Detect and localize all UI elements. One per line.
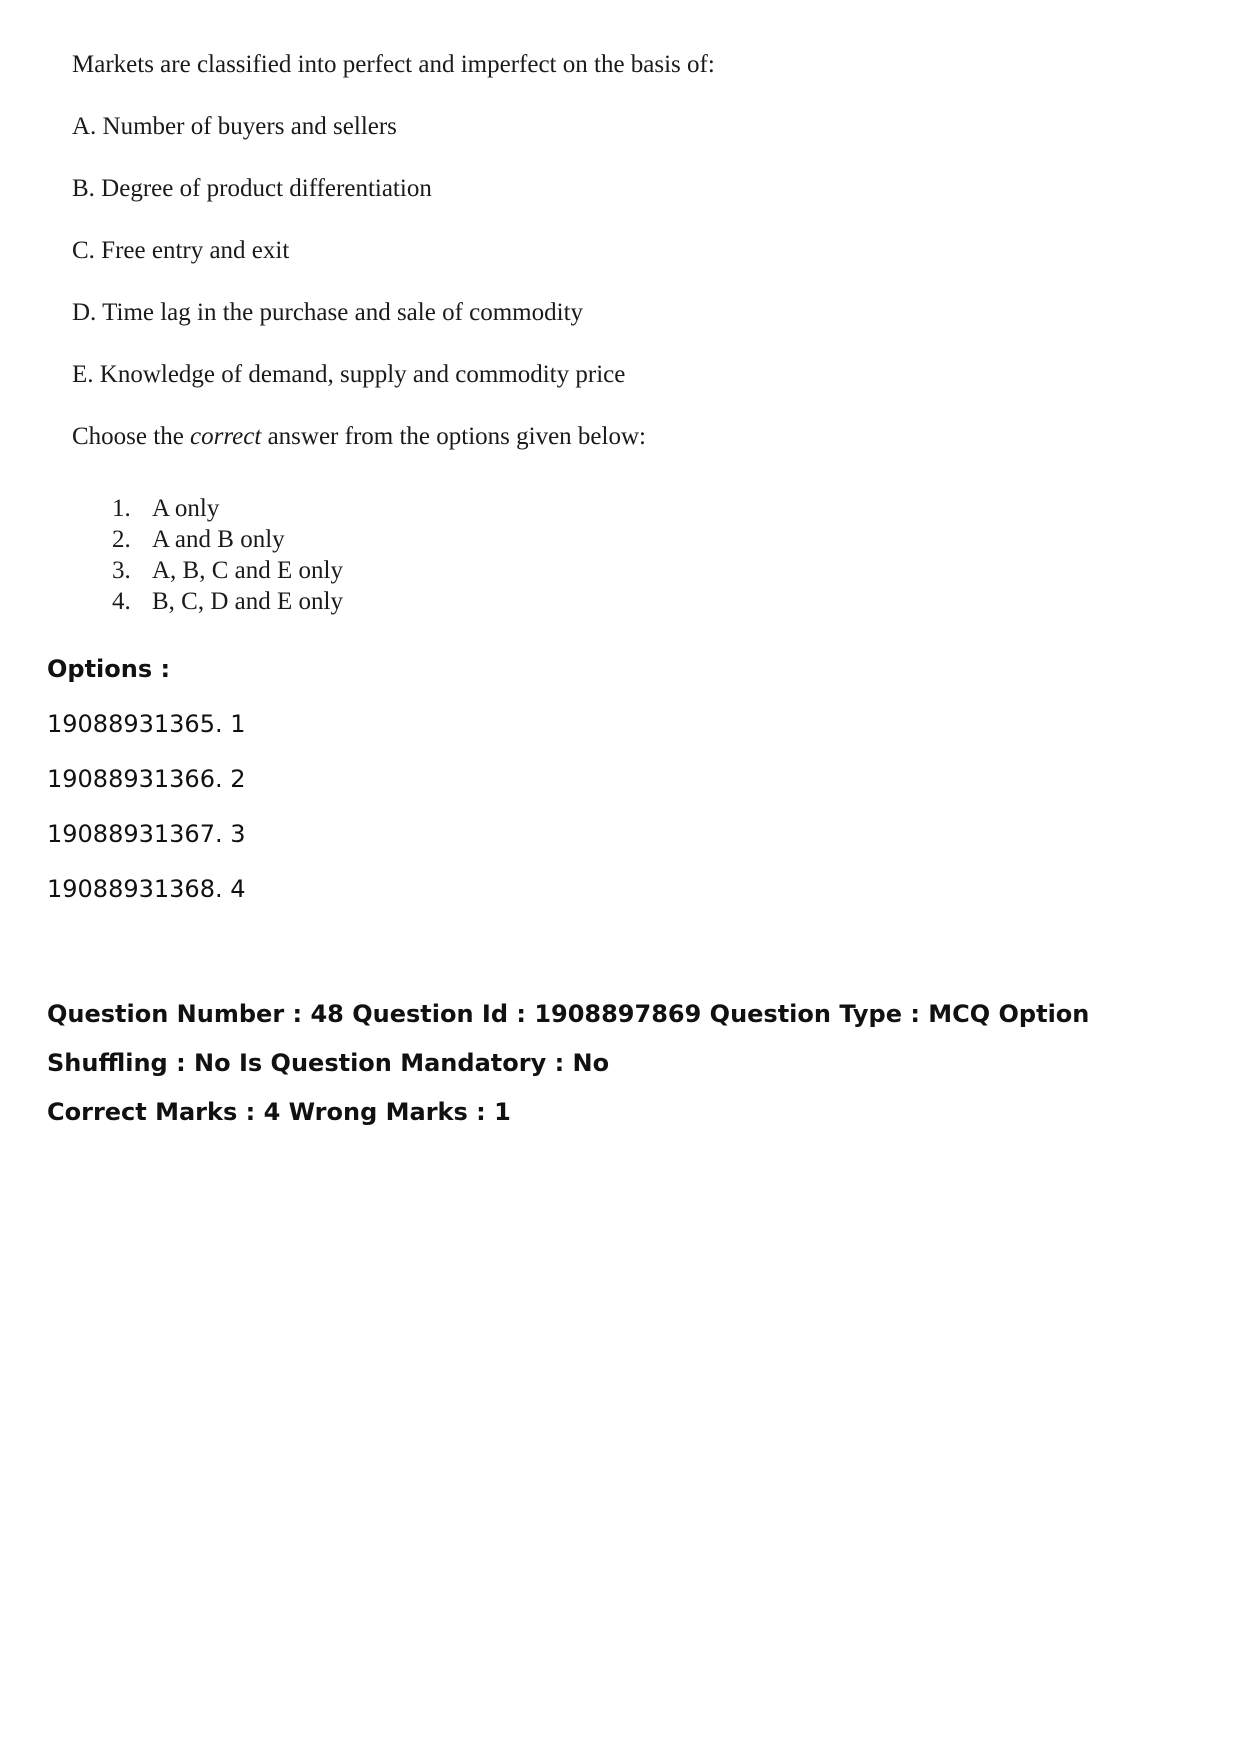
choose-text-after: answer from the options given below: [261, 423, 646, 450]
statement-e: E. Knowledge of demand, supply and commodity price [72, 361, 626, 388]
option-item-1: 19088931365. 1 [47, 710, 246, 738]
option-item-3: 19088931367. 3 [47, 820, 246, 848]
answer-item [112, 493, 343, 524]
answer-list [112, 493, 343, 617]
statement-c: C. Free entry and exit [72, 237, 290, 264]
answer-item [112, 555, 343, 586]
answer-number: 1. [112, 495, 131, 522]
answer-number: 2. [112, 526, 131, 553]
choose-text-italic: correct [190, 423, 262, 450]
answer-number: 4. [112, 588, 131, 615]
next-question-meta [47, 990, 1207, 1137]
question-stem: Markets are classified into perfect and imperfect on the basis of: [72, 51, 715, 78]
choose-text-before: Choose the [72, 423, 191, 450]
answer-number: 3. [112, 557, 131, 584]
answer-item [112, 524, 343, 555]
option-item-2: 19088931366. 2 [47, 765, 246, 793]
answer-text: B, C, D and E only [152, 588, 343, 615]
choose-instruction [72, 422, 646, 452]
statement-a: A. Number of buyers and sellers [72, 113, 397, 140]
answer-text: A only [152, 495, 220, 522]
options-heading: Options : [47, 655, 171, 683]
question-header: Question Number : 48 Question Id : 1908897869 Question Type : MCQ Option Shuffling : No Is Question Mandatory : No [47, 1000, 1090, 1077]
statement-b: B. Degree of product differentiation [72, 175, 432, 202]
answer-text: A and B only [152, 526, 285, 553]
statement-d: D. Time lag in the purchase and sale of commodity [72, 299, 584, 326]
answer-item [112, 586, 343, 617]
marks-line: Correct Marks : 4 Wrong Marks : 1 [47, 1098, 511, 1126]
option-item-4: 19088931368. 4 [47, 875, 246, 903]
answer-text: A, B, C and E only [152, 557, 343, 584]
